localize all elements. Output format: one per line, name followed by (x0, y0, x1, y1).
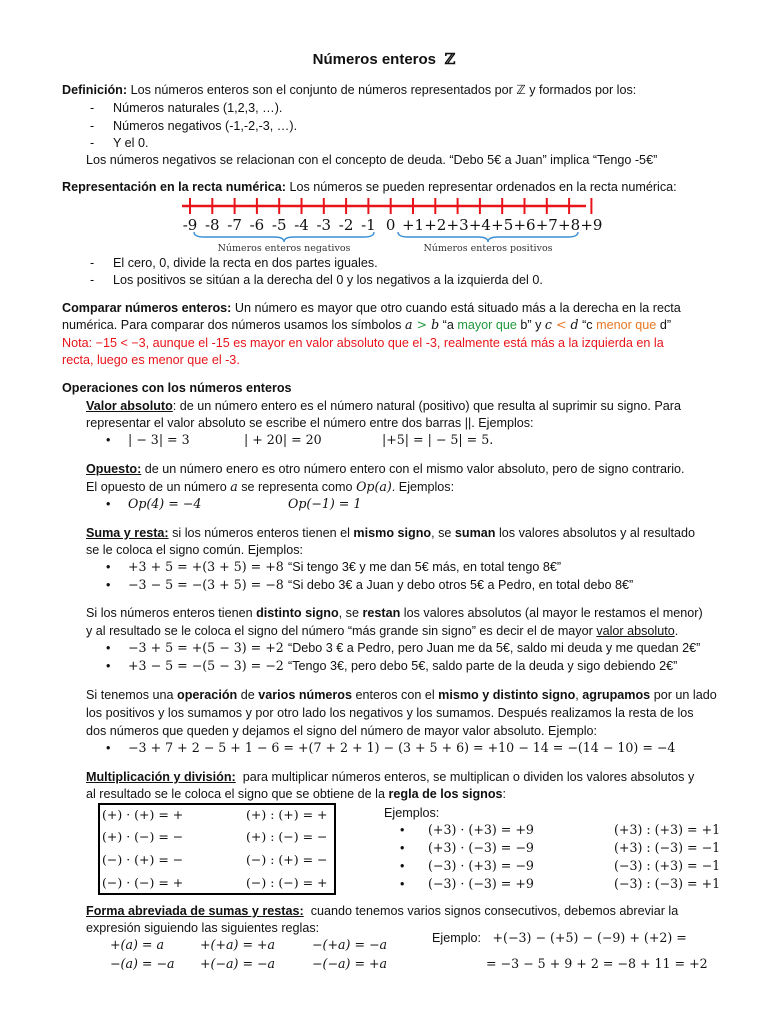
compare-text: “c (582, 318, 593, 332)
bullet-icon: • (400, 859, 405, 873)
number-line-label: +2 (424, 216, 447, 234)
sign-rule-mult: (−) · (+) = − (102, 852, 184, 867)
mult-examples-label: Ejemplos: (384, 806, 440, 820)
several-example (106, 740, 676, 757)
distinct-text: . (674, 624, 679, 638)
opposite-example: Op(4) = −4 (128, 496, 202, 511)
mult-example: (+3) · (−3) = −9 (428, 840, 534, 855)
compare-label: Comparar números enteros: (62, 301, 232, 315)
abs-text: : de un número entero es el número natural (positivo) que resulta al suprimir su signo. Para (172, 399, 681, 413)
compare-note-1: Nota: −15 < −3, aunque el -15 es mayor en valor absoluto que el -3, realmente está más a la izquierda en la (62, 336, 664, 350)
several-line-1 (86, 687, 717, 704)
sign-rule-mult: (+) · (−) = − (102, 829, 184, 844)
compare-text: “a (442, 318, 454, 332)
agrupamos-text: agrupamos (582, 688, 651, 702)
distinto-signo-text: distinto signo (256, 606, 339, 620)
menor-que-text: menor que (596, 318, 657, 332)
mult-example: (−3) · (+3) = −9 (428, 858, 534, 873)
number-line-labels (183, 216, 603, 234)
number-line-label: -9 (182, 216, 198, 234)
short-rule: +(a) = a (110, 937, 164, 952)
several-line-2: los positivos y los sumamos y por otro lado los negativos y los sumamos. Después realizamos la resta de los (86, 706, 694, 720)
sign-rules-table (98, 803, 336, 895)
opposite-label: Opuesto: (86, 462, 142, 476)
compare-line-2 (62, 317, 671, 334)
opposite-examples (106, 496, 362, 513)
sum-line-2: se le coloca el signo común. Ejemplos: (86, 543, 304, 557)
compare-note-2: recta, luego es menor que el -3. (62, 353, 240, 367)
distinct-text: los valores absolutos (al mayor le restamos el menor) (403, 606, 703, 620)
mult-example: (−3) · (−3) = +9 (428, 876, 534, 891)
bullet-icon: • (400, 877, 405, 891)
mult-example-row (400, 858, 721, 875)
abs-example: |+5| = | − 5| = 5. (382, 432, 494, 447)
div-example: (−3) : (+3) = −1 (614, 858, 721, 873)
abs-examples (106, 432, 494, 449)
mult-text: para multiplicar números enteros, se multiplican o dividen los valores absolutos y (235, 770, 695, 784)
sum-line-1 (86, 525, 695, 542)
number-line-label: +1 (401, 216, 425, 234)
sign-rule-div: (+) : (+) = + (246, 807, 328, 822)
opposite-example: Op(−1) = 1 (288, 496, 362, 511)
abs-label: Valor absoluto (86, 399, 173, 413)
definition-item: - Números naturales (1,2,3, …). (90, 101, 283, 115)
opposite-text: de un número enero es otro número entero con el mismo valor absoluto, pero de signo contrario. (141, 462, 685, 476)
abs-line-1 (86, 398, 681, 415)
integers-symbol: ℤ (444, 50, 456, 68)
sum-example-text: “Si tengo 3€ y me dan 5€ más, en total tengo 8€” (288, 560, 562, 574)
definition-item-label: Y el 0. (113, 136, 149, 150)
restan-text: restan (362, 606, 401, 620)
bullet-icon: • (106, 433, 111, 447)
distinct-example-text: “Tengo 3€, pero debo 5€, saldo parte de la deuda y sigo debiendo 2€” (288, 659, 678, 673)
distinct-example-math: +3 − 5 = −(5 − 3) = −2 (128, 658, 284, 673)
several-example-math: −3 + 7 + 2 − 5 + 1 − 6 = +(7 + 2 + 1) − (3 + 5 + 6) = +10 − 14 = −(14 − 10) = −4 (128, 740, 676, 755)
page-title (0, 50, 768, 70)
number-line-item-label: El cero, 0, divide la recta en dos partes iguales. (113, 256, 378, 270)
bullet-icon: • (400, 841, 405, 855)
sum-example-math: −3 − 5 = −(3 + 5) = −8 (128, 577, 284, 592)
several-text: Si tenemos una (86, 688, 174, 702)
definition-item-label: Números naturales (1,2,3, …). (113, 101, 283, 115)
regla-signos-text: regla de los signos (388, 787, 503, 801)
opposite-text: . Ejemplos: (391, 480, 455, 494)
title-text: Números enteros (312, 51, 437, 68)
opposite-line-1 (86, 461, 685, 478)
short-example-label: Ejemplo: (432, 931, 481, 945)
bullet-icon: • (106, 741, 111, 755)
suman-text: suman (454, 526, 496, 540)
div-example: (+3) : (−3) = −1 (614, 840, 721, 855)
distinct-line-2 (86, 623, 678, 640)
number-line-label: -4 (294, 216, 309, 234)
sign-rule-div: (−) : (−) = + (246, 875, 328, 890)
definition-item: - Y el 0. (90, 136, 149, 150)
debt-note: Los números negativos se relacionan con el concepto de deuda. “Debo 5€ a Juan” implica “Tengo -5€” (86, 153, 658, 167)
sum-text: los valores absolutos y al resultado (499, 526, 696, 540)
number-line-label: +6 (513, 216, 536, 234)
sum-example-math: +3 + 5 = +(3 + 5) = +8 (128, 559, 284, 574)
bullet-icon: • (106, 560, 111, 574)
number-line-label: +9 (580, 216, 603, 234)
mult-example: (+3) · (+3) = +9 (428, 822, 534, 837)
number-line-label: Representación en la recta numérica: (62, 180, 286, 194)
distinct-example (106, 658, 678, 675)
distinct-text: , se (338, 606, 359, 620)
opposite-text: El opuesto de un número (86, 480, 227, 494)
number-line-label: -7 (227, 216, 242, 234)
definition-line (62, 82, 636, 99)
distinct-line-1 (86, 605, 703, 622)
abs-example: | + 20| = 20 (244, 432, 322, 447)
short-text: cuando tenemos varios signos consecutivos, debemos abreviar la (303, 904, 679, 918)
sign-rule-div: (−) : (+) = − (246, 852, 328, 867)
mult-example-row (400, 876, 721, 893)
bullet-icon: • (400, 823, 405, 837)
short-rule: −(a) = −a (110, 956, 175, 971)
compare-line-1 (62, 300, 681, 317)
number-line-item: - El cero, 0, divide la recta en dos partes iguales. (90, 256, 378, 270)
short-example-expr: +(−3) − (+5) − (−9) + (+2) = (492, 930, 687, 945)
number-line-text: Los números se pueden representar ordenados en la recta numérica: (289, 180, 677, 194)
definition-label: Definición: (62, 83, 128, 97)
variable-a: a (230, 479, 238, 494)
number-line-label: -2 (338, 216, 354, 234)
distinct-example-text: “Debo 3 € a Pedro, pero Juan me da 5€, saldo mi deuda y me quedan 2€” (288, 641, 701, 655)
short-example-result: = −3 − 5 + 9 + 2 = −8 + 11 = +2 (486, 956, 708, 971)
several-line-3: dos números que queden y dejamos el signo del número de mayor valor absoluto. Ejemplo: (86, 724, 598, 738)
number-line-label: -3 (316, 216, 332, 234)
lt-expression: c < d (544, 317, 579, 332)
mismo-signo-text: mismo signo (353, 526, 432, 540)
number-line-label: -5 (271, 216, 287, 234)
mult-line-1 (86, 769, 694, 786)
short-line-2: expresión siguiendo las siguientes reglas: (86, 921, 320, 935)
number-line-item: - Los positivos se sitúan a la derecha del 0 y los negativos a la izquierda del 0. (90, 273, 543, 287)
distinct-example-math: −3 + 5 = +(5 − 3) = +2 (128, 640, 284, 655)
bullet-icon: • (106, 659, 111, 673)
sum-text: , se (431, 526, 452, 540)
sum-example (106, 577, 634, 594)
div-example: (−3) : (−3) = +1 (614, 876, 721, 891)
bullet-icon: • (106, 578, 111, 592)
mult-example-row (400, 822, 721, 839)
number-line-label: +8 (558, 216, 581, 234)
sum-example (106, 559, 562, 576)
compare-text: d” (659, 318, 672, 332)
operations-heading: Operaciones con los números enteros (62, 381, 292, 395)
sign-rule-mult: (−) · (−) = + (102, 875, 184, 890)
number-line-label: +7 (535, 216, 558, 234)
sign-rule-div: (+) : (−) = − (246, 829, 328, 844)
div-example: (+3) : (+3) = +1 (614, 822, 721, 837)
definition-text: Los números enteros son el conjunto de números representados por ℤ y formados por los: (130, 83, 637, 97)
varios-numeros-text: varios números (258, 688, 353, 702)
number-line-intro (62, 179, 677, 196)
number-line-label: +5 (491, 216, 514, 234)
short-rule: +(+a) = +a (200, 937, 276, 952)
short-label: Forma abreviada de sumas y restas: (86, 904, 304, 918)
gt-expression: a > b (404, 317, 440, 332)
distinct-text: y al resultado se le coloca el signo del número “más grande sin signo” es decir el de mayor (86, 624, 593, 638)
short-rule: +(−a) = −a (200, 956, 276, 971)
distinct-text: Si los números enteros tienen (86, 606, 253, 620)
abs-line-2: representar el valor absoluto se escribe el número entre dos barras ||. Ejemplos: (86, 416, 534, 430)
short-line-1 (86, 903, 678, 920)
number-line-figure (180, 196, 603, 254)
valor-absoluto-text: valor absoluto (596, 624, 675, 638)
compare-text: numérica. Para comparar dos números usamos los símbolos (62, 318, 402, 332)
several-text: enteros con el (355, 688, 435, 702)
sum-label: Suma y resta: (86, 526, 169, 540)
mayor-que-text: mayor que (457, 318, 517, 332)
negatives-caption: Números enteros negativos (217, 243, 351, 254)
sum-text: si los números enteros tienen el (168, 526, 350, 540)
short-example-line (432, 930, 687, 947)
short-rule: −(+a) = −a (312, 937, 388, 952)
number-line-label: +4 (468, 216, 491, 234)
mismo-distinto-text: mismo y distinto signo (438, 688, 576, 702)
several-text: de (240, 688, 255, 702)
operacion-text: operación (177, 688, 238, 702)
positives-caption: Números enteros positivos (423, 243, 553, 254)
opposite-text: se representa como (241, 480, 353, 494)
number-line-label: -8 (204, 216, 220, 234)
number-line-label: 0 (385, 216, 396, 234)
mult-line-2 (86, 786, 506, 803)
bullet-icon: • (106, 497, 111, 511)
definition-item-label: Números negativos (-1,-2,-3, …). (113, 119, 298, 133)
short-rule: −(−a) = +a (312, 956, 388, 971)
sum-example-text: “Si debo 3€ a Juan y debo otros 5€ a Pedro, en total debo 8€” (288, 578, 634, 592)
number-line-label: +3 (446, 216, 469, 234)
mult-text: al resultado se le coloca el signo que se obtiene de la (86, 787, 385, 801)
mult-example-row (400, 840, 721, 857)
bullet-icon: • (106, 641, 111, 655)
several-text: por un lado (653, 688, 717, 702)
compare-text: Un número es mayor que otro cuando está situado más a la derecha en la recta (234, 301, 681, 315)
sign-rule-mult: (+) · (+) = + (102, 807, 184, 822)
definition-item: - Números negativos (-1,-2,-3, …). (90, 119, 298, 133)
compare-text: b” y (520, 318, 542, 332)
opposite-line-2 (86, 479, 454, 496)
number-line-label: -6 (249, 216, 265, 234)
several-text: , (575, 688, 579, 702)
number-line-item-label: Los positivos se sitúan a la derecha del 0 y los negativos a la izquierda del 0. (113, 273, 543, 287)
distinct-example (106, 640, 701, 657)
abs-example: | − 3| = 3 (128, 432, 190, 447)
number-line-label: -1 (361, 216, 376, 234)
mult-label: Multiplicación y división: (86, 770, 236, 784)
mult-text: : (502, 787, 507, 801)
op-a-expression: Op(a) (356, 479, 392, 494)
